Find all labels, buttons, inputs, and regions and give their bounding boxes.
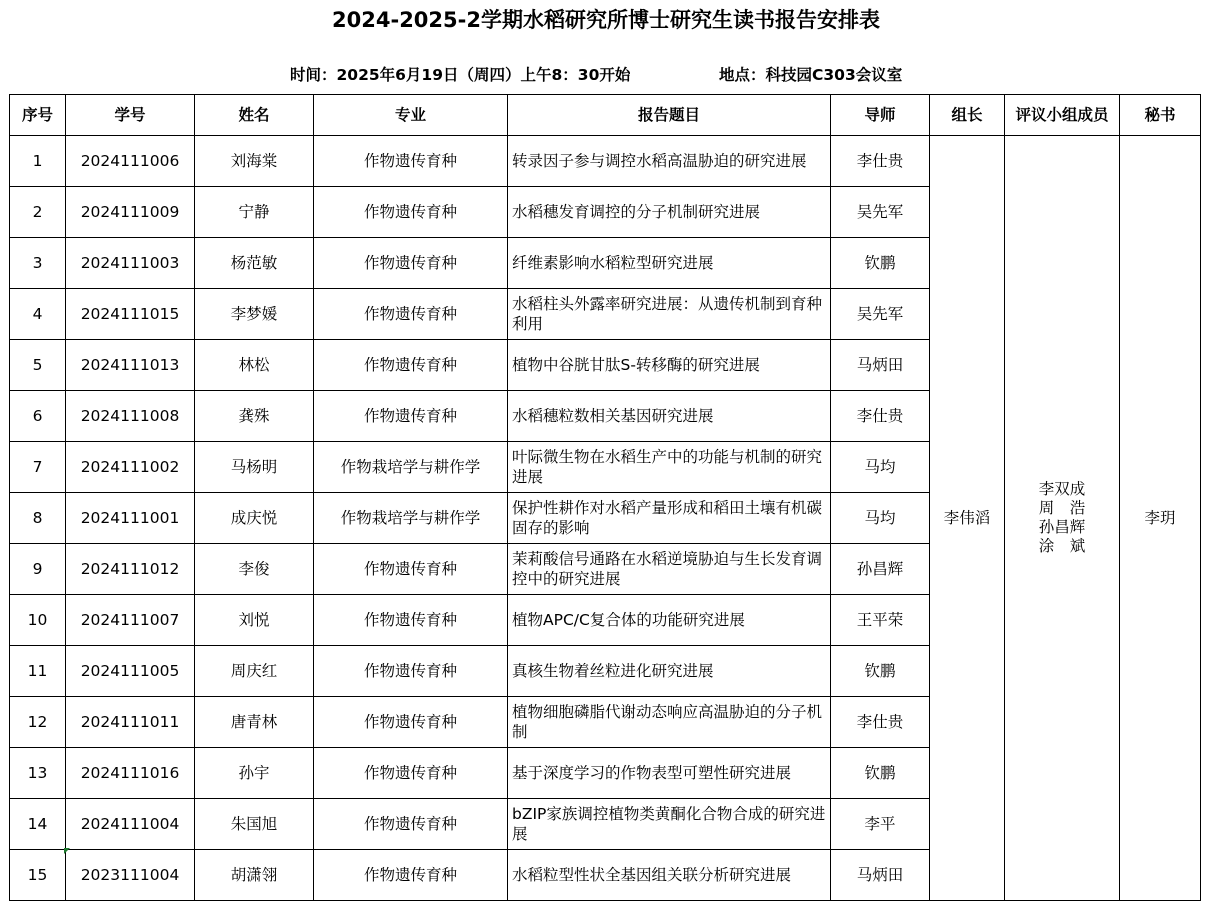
cell-name: 孙宇 — [195, 748, 314, 799]
cell-student-id: 2024111008 — [66, 391, 195, 442]
cell-topic: 叶际微生物在水稻生产中的功能与机制的研究进展 — [508, 442, 831, 493]
cell-no: 2 — [10, 187, 66, 238]
cell-student-id: 2024111015 — [66, 289, 195, 340]
cell-student-id: 2024111011 — [66, 697, 195, 748]
cell-topic: 茉莉酸信号通路在水稻逆境胁迫与生长发育调控中的研究进展 — [508, 544, 831, 595]
header-leader: 组长 — [930, 95, 1005, 136]
cell-major: 作物遗传育种 — [314, 136, 508, 187]
cell-topic: 水稻柱头外露率研究进展：从遗传机制到育种利用 — [508, 289, 831, 340]
cell-name: 林松 — [195, 340, 314, 391]
cell-student-id: 2023111004 — [66, 850, 195, 901]
header-members: 评议小组成员 — [1005, 95, 1120, 136]
cell-name: 龚殊 — [195, 391, 314, 442]
cell-topic: 水稻穗粒数相关基因研究进展 — [508, 391, 831, 442]
cell-no: 14 — [10, 799, 66, 850]
cell-major: 作物遗传育种 — [314, 799, 508, 850]
cell-major: 作物遗传育种 — [314, 595, 508, 646]
cell-secretary: 李玥 — [1120, 136, 1201, 901]
cell-advisor: 马均 — [831, 493, 930, 544]
cell-advisor: 李平 — [831, 799, 930, 850]
header-row — [10, 95, 1201, 136]
cell-advisor: 钦鹏 — [831, 748, 930, 799]
cell-name: 刘悦 — [195, 595, 314, 646]
cell-advisor: 李仕贵 — [831, 697, 930, 748]
meeting-time: 时间：2025年6月19日（周四）上午8：30开始 — [290, 66, 631, 84]
cell-advisor: 孙昌辉 — [831, 544, 930, 595]
cell-major: 作物遗传育种 — [314, 544, 508, 595]
cell-no: 15 — [10, 850, 66, 901]
cell-advisor: 吴先军 — [831, 187, 930, 238]
cell-advisor: 马炳田 — [831, 340, 930, 391]
cell-major: 作物遗传育种 — [314, 697, 508, 748]
cell-topic: 保护性耕作对水稻产量形成和稻田土壤有机碳固存的影响 — [508, 493, 831, 544]
member-name: 涂 斌 — [1038, 537, 1086, 555]
cell-name: 唐青林 — [195, 697, 314, 748]
cell-comment-marker — [64, 848, 70, 854]
cell-major: 作物栽培学与耕作学 — [314, 442, 508, 493]
cell-student-id: 2024111012 — [66, 544, 195, 595]
cell-no: 11 — [10, 646, 66, 697]
cell-topic: bZIP家族调控植物类黄酮化合物合成的研究进展 — [508, 799, 831, 850]
cell-no: 13 — [10, 748, 66, 799]
cell-name: 宁静 — [195, 187, 314, 238]
cell-no: 1 — [10, 136, 66, 187]
cell-no: 9 — [10, 544, 66, 595]
cell-student-id: 2024111007 — [66, 595, 195, 646]
cell-name: 李俊 — [195, 544, 314, 595]
cell-topic: 植物细胞磷脂代谢动态响应高温胁迫的分子机制 — [508, 697, 831, 748]
cell-student-id: 2024111013 — [66, 340, 195, 391]
cell-name: 李梦媛 — [195, 289, 314, 340]
header-student-id: 学号 — [66, 95, 195, 136]
cell-name: 刘海棠 — [195, 136, 314, 187]
cell-advisor: 钦鹏 — [831, 238, 930, 289]
cell-major: 作物遗传育种 — [314, 289, 508, 340]
cell-student-id: 2024111009 — [66, 187, 195, 238]
cell-no: 12 — [10, 697, 66, 748]
table-row — [10, 136, 1201, 187]
cell-topic: 水稻粒型性状全基因组关联分析研究进展 — [508, 850, 831, 901]
cell-name: 杨范敏 — [195, 238, 314, 289]
cell-no: 6 — [10, 391, 66, 442]
member-name: 李双成 — [1038, 480, 1086, 498]
cell-members — [1005, 136, 1120, 901]
cell-topic: 水稻穗发育调控的分子机制研究进展 — [508, 187, 831, 238]
schedule-table — [9, 94, 1201, 901]
cell-no: 5 — [10, 340, 66, 391]
cell-name: 周庆红 — [195, 646, 314, 697]
cell-advisor: 李仕贵 — [831, 391, 930, 442]
cell-student-id: 2024111016 — [66, 748, 195, 799]
page-title: 2024-2025-2学期水稻研究所博士研究生读书报告安排表 — [332, 8, 880, 32]
cell-advisor: 李仕贵 — [831, 136, 930, 187]
cell-topic: 转录因子参与调控水稻高温胁迫的研究进展 — [508, 136, 831, 187]
cell-name: 成庆悦 — [195, 493, 314, 544]
cell-advisor: 王平荣 — [831, 595, 930, 646]
cell-student-id: 2024111005 — [66, 646, 195, 697]
cell-leader: 李伟滔 — [930, 136, 1005, 901]
cell-topic: 真核生物着丝粒进化研究进展 — [508, 646, 831, 697]
cell-advisor: 吴先军 — [831, 289, 930, 340]
cell-name: 马杨明 — [195, 442, 314, 493]
cell-topic: 基于深度学习的作物表型可塑性研究进展 — [508, 748, 831, 799]
cell-major: 作物遗传育种 — [314, 391, 508, 442]
member-name: 孙昌辉 — [1038, 518, 1086, 536]
cell-no: 8 — [10, 493, 66, 544]
header-name: 姓名 — [195, 95, 314, 136]
header-major: 专业 — [314, 95, 508, 136]
cell-student-id: 2024111006 — [66, 136, 195, 187]
cell-advisor: 马炳田 — [831, 850, 930, 901]
cell-major: 作物遗传育种 — [314, 646, 508, 697]
cell-topic: 植物APC/C复合体的功能研究进展 — [508, 595, 831, 646]
cell-student-id: 2024111004 — [66, 799, 195, 850]
cell-major: 作物遗传育种 — [314, 187, 508, 238]
cell-major: 作物遗传育种 — [314, 850, 508, 901]
cell-major: 作物栽培学与耕作学 — [314, 493, 508, 544]
cell-major: 作物遗传育种 — [314, 340, 508, 391]
cell-topic: 纤维素影响水稻粒型研究进展 — [508, 238, 831, 289]
header-advisor: 导师 — [831, 95, 930, 136]
member-name: 周 浩 — [1038, 499, 1086, 517]
cell-major: 作物遗传育种 — [314, 238, 508, 289]
cell-major: 作物遗传育种 — [314, 748, 508, 799]
cell-no: 10 — [10, 595, 66, 646]
header-no: 序号 — [10, 95, 66, 136]
cell-student-id: 2024111003 — [66, 238, 195, 289]
cell-no: 3 — [10, 238, 66, 289]
cell-name: 朱国旭 — [195, 799, 314, 850]
header-secretary: 秘书 — [1120, 95, 1201, 136]
cell-student-id: 2024111001 — [66, 493, 195, 544]
cell-topic: 植物中谷胱甘肽S-转移酶的研究进展 — [508, 340, 831, 391]
cell-student-id: 2024111002 — [66, 442, 195, 493]
cell-no: 4 — [10, 289, 66, 340]
cell-no: 7 — [10, 442, 66, 493]
cell-advisor: 马均 — [831, 442, 930, 493]
meeting-place: 地点：科技园C303会议室 — [719, 66, 903, 84]
cell-name: 胡潇翎 — [195, 850, 314, 901]
cell-advisor: 钦鹏 — [831, 646, 930, 697]
header-topic: 报告题目 — [508, 95, 831, 136]
